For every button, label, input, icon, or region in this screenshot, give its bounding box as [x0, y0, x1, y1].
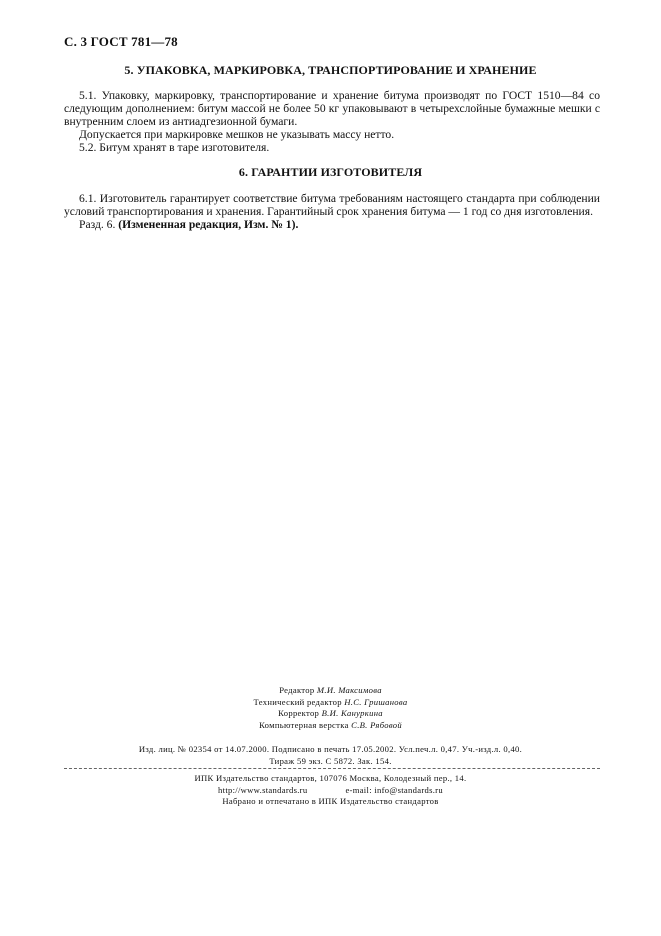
- paragraph-5-1-note: Допускается при маркировке мешков не указывать массу нетто.: [79, 128, 395, 141]
- amendment-note-bold: (Измененная редакция, Изм. № 1).: [118, 218, 299, 231]
- corrector-label: Корректор: [278, 708, 320, 718]
- editor-name: М.И. Максимова: [316, 685, 382, 695]
- section-5-title: 5. УПАКОВКА, МАРКИРОВКА, ТРАНСПОРТИРОВАНИЕ И ХРАНЕНИЕ: [124, 63, 537, 77]
- paragraph-6-1: 6.1. Изготовитель гарантирует соответствие битума требованиям настоящего стандарта при соблюдении условий транспортирования и хранения. Гарантийный срок хранения битума — 1 год со дня изготовления.: [64, 192, 600, 218]
- section-5-body: [64, 89, 600, 154]
- dashed-separator: [64, 768, 600, 769]
- layout-line: [0, 720, 661, 732]
- tech-editor-label: Технический редактор: [253, 696, 342, 707]
- tech-editor-name: Н.С. Гришанова: [344, 696, 408, 707]
- paragraph-5-2: 5.2. Битум хранят в таре изготовителя.: [79, 141, 270, 154]
- publisher-address: ИПК Издательство стандартов, 107076 Москва, Колодезный пер., 14.: [194, 773, 467, 783]
- license-line: Изд. лиц. № 02354 от 14.07.2000. Подписано в печать 17.05.2002. Усл.печ.л. 0,47. Уч.-изд.л. 0,40.: [138, 744, 523, 754]
- layout-label: Компьютерная верстка: [259, 719, 349, 730]
- corrector-line: [0, 708, 661, 720]
- page-header: С. 3 ГОСТ 781—78: [64, 34, 178, 49]
- section-6-body: [64, 192, 600, 231]
- publisher-website[interactable]: http://www.standards.ru: [218, 784, 308, 795]
- tech-editor-line: [0, 697, 661, 709]
- publisher-email[interactable]: e-mail: info@standards.ru: [345, 784, 443, 795]
- publisher-contacts: [0, 785, 661, 797]
- print-details-block: [0, 744, 661, 767]
- layout-name: С.В. Рябовой: [351, 719, 402, 730]
- paragraph-5-1: 5.1. Упаковку, маркировку, транспортирование и хранение битума производят по ГОСТ 1510—84 со следующим дополнением: битум массой не более 50 кг упаковывают в четырехслойные бумажные мешки с внутренним слоем из антиадгезионной бумаги.: [64, 89, 600, 128]
- amendment-note: [64, 218, 600, 231]
- publisher-block: [0, 773, 661, 808]
- corrector-name: В.И. Кануркина: [321, 708, 383, 718]
- section-6-title: 6. ГАРАНТИИ ИЗГОТОВИТЕЛЯ: [238, 165, 423, 179]
- amendment-note-prefix: Разд. 6.: [79, 218, 116, 231]
- editor-line: [0, 685, 661, 697]
- publisher-typeset: Набрано и отпечатано в ИПК Издательство стандартов: [222, 796, 439, 806]
- print-run-line: Тираж 59 экз. С 5872. Зак. 154.: [269, 755, 392, 766]
- credits-block: [0, 685, 661, 731]
- editor-label: Редактор: [279, 685, 315, 695]
